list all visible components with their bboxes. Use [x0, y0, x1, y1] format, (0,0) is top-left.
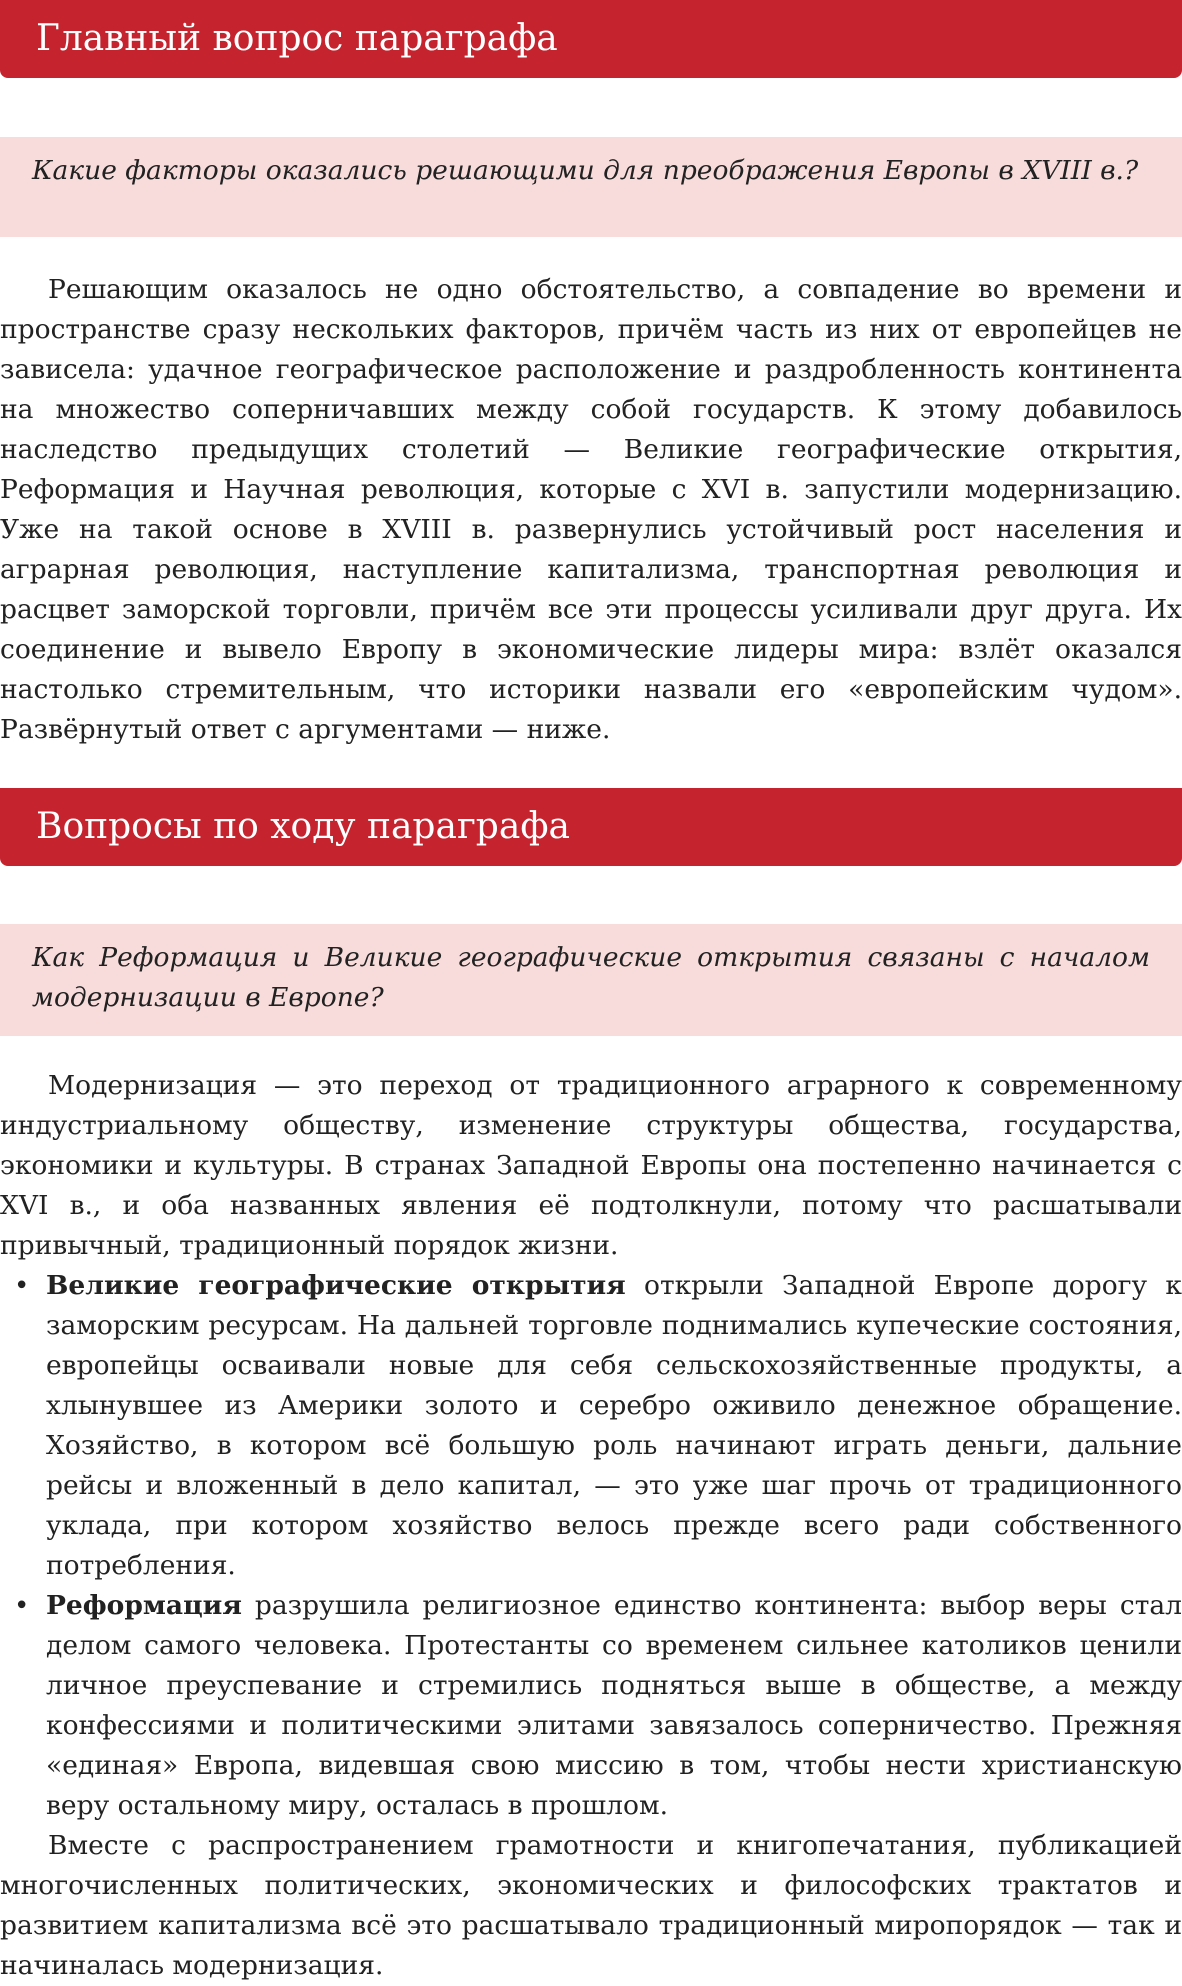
- bullet-reformation: [0, 1586, 1182, 1826]
- main-question-answer: Решающим оказалось не одно обстоятельство, а совпадение во времени и пространстве сразу нескольких факторов, причём часть из них от европейцев не зависела: удачное географическое расположение и раздробленность континента на множество соперничавших между собой государств. К этому добавилось наследство предыдущих столетий — Великие географические открытия, Реформация и Научная революция, которые с XVI в. запустили модернизацию. Уже на такой основе в XVIII в. развернулись устойчивый рост населения и аграрная революция, наступление капитализма, транспортная революция и расцвет заморской торговли, причём все эти процессы усиливали друг друга. Их соединение и вывело Европу в экономические лидеры мира: взлёт оказался настолько стремительным, что историки назвали его «европейским чудом». Развёрнутый ответ с аргументами — ниже.: [0, 274, 1182, 745]
- bullet-term: Реформация: [46, 1590, 242, 1621]
- bullet-geographic-discoveries: [0, 1266, 1182, 1586]
- bullet-text: открыли Западной Европе дорогу к заморским ресурсам. На дальней торговле поднимались купеческие состояния, европейцы осваивали новые для себя сельскохозяйственные продукты, а хлынувшее из Америки золото и серебро оживило денежное обращение. Хозяйство, в котором всё большую роль начинают играть деньги, дальние рейсы и вложенный в дело капитал, — это уже шаг прочь от традиционного уклада, при котором хозяйство велось прежде всего ради собственного потребления.: [46, 1270, 1182, 1581]
- bullet-text: разрушила религиозное единство континента: выбор веры стал делом самого человека. Протестанты со временем сильнее католиков ценили личное преуспевание и стремились подняться выше в обществе, а между конфессиями и политическими элитами завязалось соперничество. Прежняя «единая» Европа, видевшая свою миссию в том, чтобы нести христианскую веру остальному миру, осталась в прошлом.: [46, 1590, 1182, 1821]
- bullet-icon: •: [14, 1591, 30, 1621]
- paragraph-question-text: Как Реформация и Великие географические открытия связаны с началом модернизации в Европе?: [32, 942, 1150, 1013]
- bullet-icon: •: [14, 1271, 30, 1301]
- paragraph-question-box: [0, 924, 1182, 1036]
- main-question-header: Главный вопрос параграфа: [0, 0, 1182, 78]
- main-question-text: Какие факторы оказались решающими для преображения Европы в XVIII в.?: [32, 155, 1139, 186]
- modernization-intro: Модернизация — это переход от традиционного аграрного к современному индустриальному обществу, изменение структуры общества, государства, экономики и культуры. В странах Западной Европы она постепенно начинается с XVI в., и оба названных явления её подтолкнули, потому что расшатывали привычный, традиционный порядок жизни.: [0, 1070, 1182, 1261]
- main-question-box: [0, 137, 1182, 237]
- bullet-term: Великие географические открытия: [46, 1270, 626, 1301]
- paragraph-questions-header: Вопросы по ходу параграфа: [0, 788, 1182, 866]
- modernization-conclusion: Вместе с распространением грамотности и книгопечатания, публикацией многочисленных политических, экономических и философских трактатов и развитием капитализма всё это расшатывало традиционный миропорядок — так и начиналась модернизация.: [0, 1830, 1182, 1981]
